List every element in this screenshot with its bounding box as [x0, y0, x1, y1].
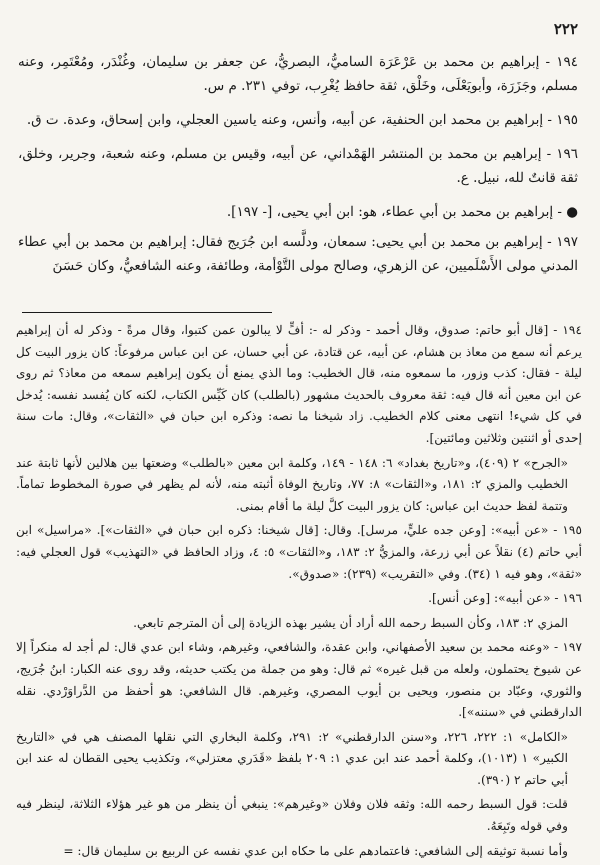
- footnote-194: ١٩٤ - [قال أبو حاتم: صدوق، وقال أحمد - وذكر له -: أفٍّ لا يبالون عمن كتبوا، وقال مرةً - وذكر له أن إبراهيم يرعم أنه سمع من معاذ بن هشام، عن أبيه، عن قتادة، عن أبي حسان، عن ابن عباس مرفوعاً: كان يزور البيت كل ليلة - فقال: كذب وزور، ما سمعوه منه، قال الخطيب: وما الذي يمنع أن يكون إبراهيم سمعه من معاذ؟ ثم روى عن ابن معين أنه قال فيه: ثقة معروف بالحديث مشهور (بالطلب) كان كَيِّس الكتاب، لكنه كان يُفسد نفسه: يُدخل في كل شيء! انتهى معنى كلام الخطيب. زاد شيخنا ما نصه: وذكره ابن حبان في «الثقات»، وقال: مات سنة إحدى أو اثنتين وثلاثين ومائتين].: [16, 323, 582, 445]
- footnote-196: ١٩٦ - «عن أبيه»: [وعن أنس].: [428, 591, 582, 606]
- footnote-197: ١٩٧ - «وعنه محمد بن سعيد الأصفهاني، وابن عقدة، والشافعي، وغيرهم، وشاء ابن عدي قال: لم أجد له منكراً إلا عن شيوخ يحتملون، ولعله من قبل غيره» ثم قال: وهو من جملة من يكتب حديثه، وقد روى عنه الكبار: ابنُ جُرَيج، والثوري، وعبّاد بن منصور، ويحيى بن أيوب المصري، وغيرهم. قال الشافعي: هو أحفظ من الدَّراوَرْدي. نقله الدارقطني في «سننه»].: [16, 640, 582, 720]
- entry-196: ١٩٦ - إبراهيم بن محمد بن المنتشر الهَمْداني، عن أبيه، وقيس بن مسلم، وعنه شعبة، وجرير، وخلق، ثقة قانتٌ لله، نبيل. ع.: [18, 146, 578, 186]
- footnotes: [16, 320, 582, 865]
- footnote-197-sources: «الكامل» ١: ٢٢٢، ٢٢٦، و«سنن الدارقطني» ٢: ٢٩١، وكلمة البخاري التي نقلها المصنف هي في «التاريخ الكبير» ١ (١٠١٣)، وكلمة أحمد عند ابن عدي ١: ٢٠٩ بلفظ «قَدَري معتزلي»، وتكذيب يحيى القطان له عند ابن أبي حاتم ٢ (٣٩٠).: [16, 729, 569, 787]
- entry-cross-reference: ● - إبراهيم بن محمد بن أبي عطاء، هو: ابن أبي يحيى، [- ١٩٧].: [226, 204, 578, 220]
- entry-195: ١٩٥ - إبراهيم بن محمد ابن الحنفية، عن أبيه، وأنس، وعنه ياسين العجلي، وابن إسحاق، وعدة. ت ق.: [26, 112, 578, 128]
- footnote-194-sources: «الجرح» ٢ (٤٠٩)، و«تاريخ بغداد» ٦: ١٤٨ - ١٤٩، وكلمة ابن معين «بالطلب» وضعتها بين هلالين لأنها ثابتة عند الخطيب والمزي ٢: ١٨١، و«الثقات» ٨: ٧٧، وتاريخ الوفاة أثبته منه، لأنه لم يظهر في صورة المخطوط تماماً. وتتمة لفظ حديث ابن عباس: كان يزور البيت كلَّ ليلة ما أقام بمنى.: [16, 455, 569, 513]
- footnote-195: ١٩٥ - «عن أبيه»: [وعن جده عليٍّ، مرسل]. وقال: [قال شيخنا: ذكره ابن حبان في «الثقات»]. «مراسيل» ابن أبي حاتم (٤) نقلاً عن أبي زرعة، والمزيُّ ٢: ١٨٣، و«الثقات» ٥: ٤، وزاد الحافظ في «التهذيب» قول العجلي فيه: «ثقة»، وهو فيه ١ (٣٤). وفي «التقريب» (٢٣٩): «صدوق».: [16, 523, 582, 581]
- entry-194: ١٩٤ - إبراهيم بن محمد بن عَرْعَرَة الساميُّ، البصريُّ، عن جعفر بن سليمان، وغُنْدَر، ومُعْتَمِر، وعنه مسلم، وجَزَرَة، وأبويَعْلَى، وخَلْق، ثقة حافظ يُغْرِب، توفي ٢٣١. م س.: [18, 54, 578, 94]
- main-text: [18, 50, 578, 288]
- footnote-197-continued: وأما نسبة توثيقه إلى الشافعي: فاعتمادهم على ما حكاه ابن عدي نفسه عن الربيع بن سليمان قال: =: [63, 843, 568, 858]
- entry-197: ١٩٧ - إبراهيم بن محمد بن أبي يحيى: سمعان، ودلَّسه ابن جُرَيج فقال: إبراهيم بن محمد بن أبي عطاء المدني مولى الأَسْلَميين، عن الزهري، وصالح مولى التَّوْأمة، وطائفة، وعنه الشافعيُّ، وكان حَسَنَ: [18, 234, 578, 274]
- page-number: ٢٢٢: [553, 20, 578, 38]
- footnote-197-comment: قلت: قول السبط رحمه الله: وثقه فلان وفلان «وغيرهم»: ينبغي أن ينظر من هو غير هؤلاء الثلاثة، لينظر فيه وفي قوله وتَبِعَهُ.: [16, 797, 568, 834]
- footnote-separator: [22, 312, 272, 313]
- footnote-196-sources: المزي ٢: ١٨٣، وكأن السبط رحمه الله أراد أن يشير بهذه الزيادة إلى أن المترجم تابعي.: [133, 615, 568, 630]
